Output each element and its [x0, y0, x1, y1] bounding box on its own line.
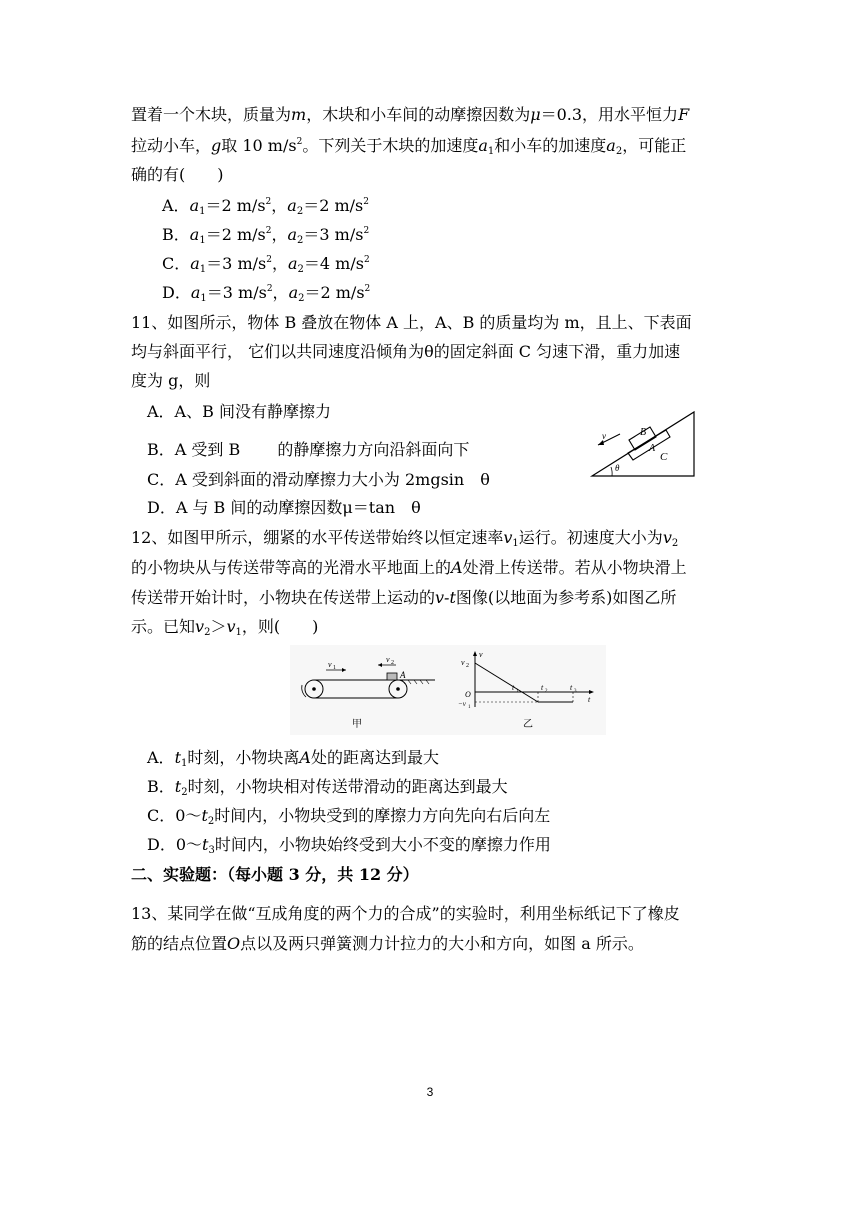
q10-option-a: A．$a_1=2$ $m/s^2$，$a_2=2$ $m/s^2$: [162, 196, 369, 217]
q11-option-a: A．A、B 间没有静摩擦力: [147, 402, 331, 421]
q11-option-b: B．A 受到 B 的静摩擦力方向沿斜面向下: [147, 440, 470, 459]
svg-text:B: B: [640, 427, 647, 438]
q13-line2: 筋的结点位置O点以及两只弹簧测力计拉力的大小和方向，如图 a 所示。: [131, 934, 644, 953]
q12-option-b: B．$t_2$时刻，小物块相对传送带滑动的距离达到最大: [147, 777, 508, 798]
q12-line4: 示。已知$v_2>v_1$，则( ): [131, 617, 319, 638]
q12-option-c: C．$0\sim t_2$时间内，小物块受到的摩擦力方向先向右后向左: [147, 806, 551, 827]
q11-line1: 11、如图所示，物体 B 叠放在物体 A 上，A、B 的质量均为 m，且上、下表面: [131, 313, 692, 332]
q10-option-d: D．$a_1=3$ $m/s^2$，$a_2=2$ $m/s^2$: [162, 283, 371, 304]
q11-line2: 均与斜面平行， 它们以共同速度沿倾角为θ的固定斜面 C 匀速下滑，重力加速: [131, 342, 681, 361]
svg-text:t: t: [512, 683, 515, 692]
svg-text:v: v: [386, 655, 390, 664]
svg-text:−v: −v: [458, 700, 466, 708]
svg-text:v: v: [602, 431, 606, 441]
svg-text:v: v: [461, 658, 465, 667]
q12-line2: 的小物块从与传送带等高的光滑水平地面上的A处滑上传送带。若从小物块滑上: [131, 558, 687, 577]
q10-option-c: C．$a_1=3$ $m/s^2$，$a_2=4$ $m/s^2$: [162, 254, 370, 275]
q12-line1: 12、如图甲所示，绷紧的水平传送带始终以恒定速率$v_1$运行。初速度大小为$v_2$: [131, 528, 679, 549]
q12-option-a: A．$t_1$时刻，小物块离A处的距离达到最大: [147, 748, 439, 769]
q10-line1: 置着一个木块，质量为m，木块和小车间的动摩擦因数为μ＝0.3，用水平恒力F: [131, 105, 690, 124]
q11-line3: 度为 g，则: [131, 371, 211, 390]
page-number: 3: [426, 1085, 434, 1099]
figure-background: [290, 645, 606, 735]
section-heading: 二、实验题：（每小题 3 分，共 12 分）: [131, 865, 419, 884]
svg-text:t: t: [588, 695, 591, 704]
q10-line3: 确的有( ): [131, 165, 224, 184]
svg-text:2: 2: [391, 660, 394, 666]
svg-text:A: A: [649, 443, 656, 454]
svg-text:2: 2: [545, 689, 548, 694]
svg-text:v: v: [479, 650, 483, 659]
small-block: [387, 673, 397, 680]
q13-line1: 13、某同学在做“互成角度的两个力的合成”的实验时，利用坐标纸记下了橡皮: [131, 904, 680, 923]
q10-option-b: B．$a_1=2$ $m/s^2$，$a_2=3$ $m/s^2$: [162, 225, 370, 246]
label-yi: 乙: [523, 719, 533, 730]
svg-text:θ: θ: [615, 463, 620, 473]
svg-text:A: A: [400, 670, 406, 680]
label-jia: 甲: [352, 719, 362, 730]
svg-text:C: C: [660, 451, 668, 463]
q12-line3: 传送带开始计时，小物块在传送带上运动的v-t图像(以地面为参考系)如图乙所: [131, 588, 677, 607]
svg-text:2: 2: [466, 663, 469, 669]
svg-text:t: t: [570, 683, 573, 692]
svg-text:1: 1: [333, 665, 336, 671]
q11-option-c: C．A 受到斜面的滑动摩擦力大小为 2mgsin θ: [147, 470, 490, 489]
svg-text:3: 3: [574, 689, 577, 694]
conveyor-figures: [290, 645, 606, 735]
angle-arc: [611, 467, 612, 476]
svg-text:O: O: [465, 690, 471, 699]
svg-text:1: 1: [468, 705, 471, 710]
svg-text:t: t: [541, 683, 544, 692]
q10-line2: 拉动小车，g取 10 $m/s^2$。下列关于木块的加速度$a_1$和小车的加速度$a_2$，可能正: [131, 136, 687, 157]
svg-text:1: 1: [516, 689, 519, 694]
q11-option-d: D．A 与 B 间的动摩擦因数μ＝tan θ: [147, 498, 421, 517]
svg-text:v: v: [328, 660, 332, 669]
incline-figure: [588, 404, 698, 480]
q12-option-d: D．$0\sim t_3$时间内，小物块始终受到大小不变的摩擦力作用: [147, 835, 551, 856]
